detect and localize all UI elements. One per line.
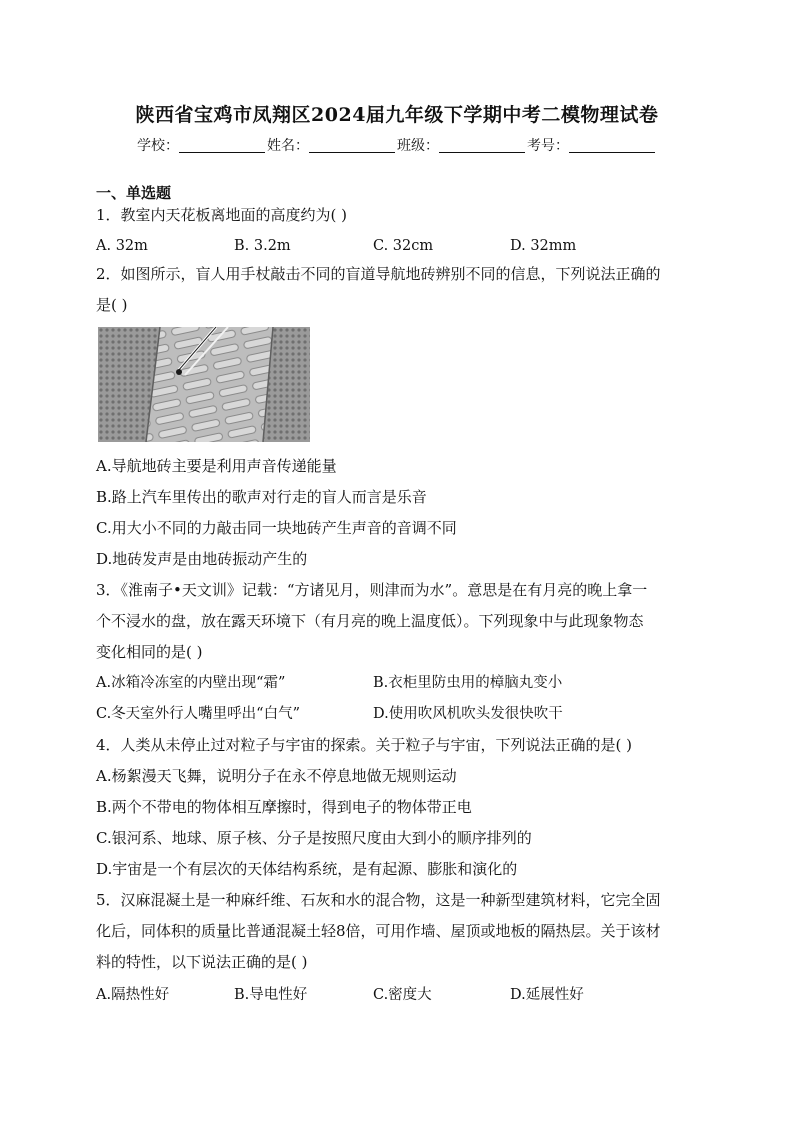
exam-number-blank — [569, 138, 655, 153]
school-label: 学校： — [137, 138, 179, 154]
question-2-option-a: A.导航地砖主要是利用声音传递能量 — [96, 457, 337, 475]
question-3-stem-line-3: 变化相同的是( ) — [96, 643, 203, 661]
question-5-stem-line-1: 5．汉麻混凝土是一种麻纤维、石灰和水的混合物，这是一种新型建筑材料，它完全固 — [96, 891, 661, 909]
student-info-line — [0, 135, 794, 155]
question-4-option-b: B.两个不带电的物体相互摩擦时，得到电子的物体带正电 — [96, 798, 472, 816]
class-blank — [439, 138, 525, 153]
name-blank — [309, 138, 395, 153]
question-3-option-d: D.使用吹风机吹头发很快吹干 — [373, 706, 563, 722]
question-1-option-c: C. 32cm — [373, 238, 434, 254]
question-3-stem-line-2: 个不浸水的盘，放在露天环境下（有月亮的晚上温度低）。下列现象中与此现象物态 — [96, 612, 644, 630]
exam-title: 陕西省宝鸡市凤翔区2024届九年级下学期中考二模物理试卷 — [135, 104, 659, 126]
class-label: 班级： — [397, 138, 439, 154]
question-3-option-c: C.冬天室外行人嘴里呼出“白气” — [96, 706, 301, 722]
question-1-stem: 1．教室内天花板离地面的高度约为( ) — [96, 206, 348, 224]
section-heading: 一、单选题 — [96, 184, 172, 202]
question-5-option-c: C.密度大 — [373, 987, 432, 1003]
question-5-option-a: A.隔热性好 — [96, 987, 170, 1003]
question-2-stem-line-1: 2．如图所示，盲人用手杖敲击不同的盲道导航地砖辨别不同的信息，下列说法正确的 — [96, 265, 661, 283]
question-4-option-d: D.宇宙是一个有层次的天体结构系统，是有起源、膨胀和演化的 — [96, 860, 518, 878]
question-4-stem: 4．人类从未停止过对粒子与宇宙的探索。关于粒子与宇宙，下列说法正确的是( ) — [96, 736, 633, 754]
question-2-option-b: B.路上汽车里传出的歌声对行走的盲人而言是乐音 — [96, 488, 427, 506]
question-3-stem-line-1: 3．《淮南子•天文训》记载：“方诸见月，则津而为水”。意思是在有月亮的晚上拿一 — [96, 581, 648, 599]
question-5-option-d: D.延展性好 — [510, 987, 584, 1003]
question-3-option-a: A.冰箱冷冻室的内壁出现“霜” — [96, 675, 286, 691]
question-2-stem-line-2: 是( ) — [96, 296, 128, 314]
question-4-option-c: C.银河系、地球、原子核、分子是按照尺度由大到小的顺序排列的 — [96, 829, 532, 847]
question-1-option-b: B. 3.2m — [234, 238, 291, 254]
school-blank — [179, 138, 265, 153]
question-1-option-a: A. 32m — [96, 238, 148, 254]
question-4-option-a: A.杨絮漫天飞舞，说明分子在永不停息地做无规则运动 — [96, 767, 457, 785]
question-3-option-b: B.衣柜里防虫用的樟脑丸变小 — [373, 675, 563, 691]
question-5-option-b: B.导电性好 — [234, 987, 308, 1003]
name-label: 姓名： — [267, 138, 309, 154]
question-5-stem-line-2: 化后，同体积的质量比普通混凝土轻8倍，可用作墙、屋顶或地板的隔热层。关于该材 — [96, 922, 661, 940]
tactile-paving-photo — [98, 327, 310, 442]
question-2-option-c: C.用大小不同的力敲击同一块地砖产生声音的音调不同 — [96, 519, 457, 537]
question-1-option-d: D. 32mm — [510, 238, 577, 254]
question-2-option-d: D.地砖发声是由地砖振动产生的 — [96, 550, 308, 568]
exam-number-label: 考号： — [527, 138, 569, 154]
question-5-stem-line-3: 料的特性，以下说法正确的是( ) — [96, 953, 308, 971]
